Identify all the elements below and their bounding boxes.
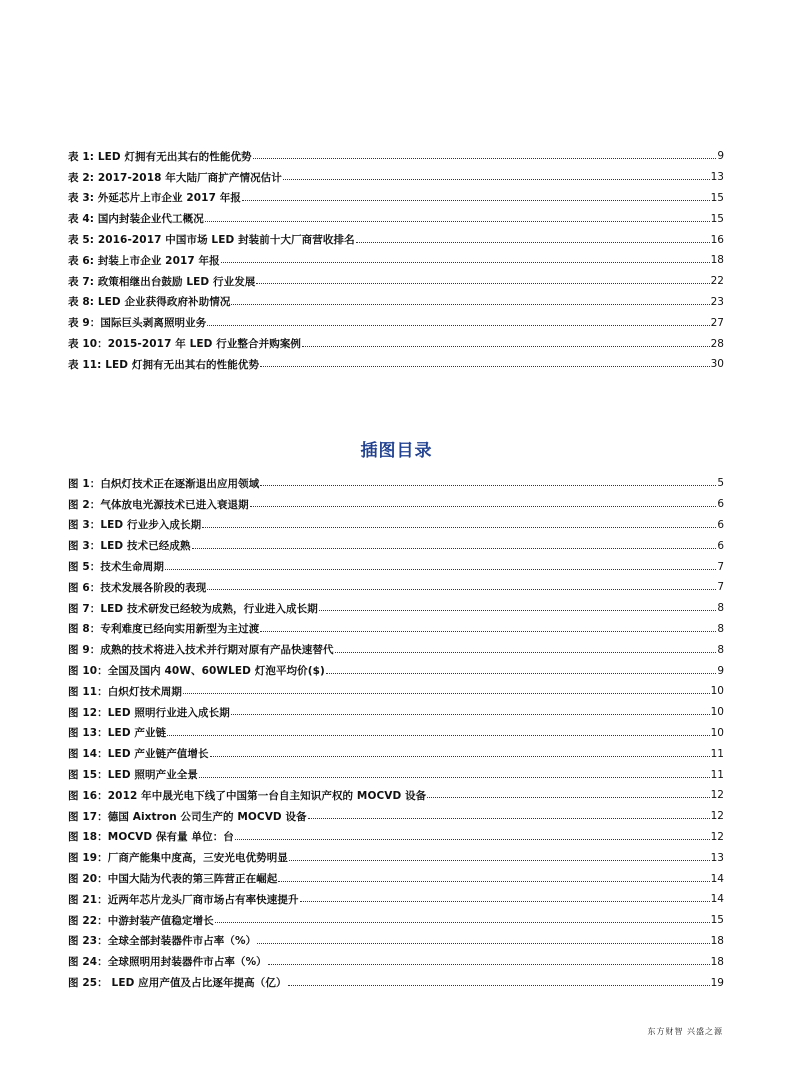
dot-leader bbox=[242, 200, 710, 201]
toc-entry-label: 图 17：德国 Aixtron 公司生产的 MOCVD 设备 bbox=[68, 810, 307, 823]
toc-entry-page-number: 12 bbox=[710, 789, 724, 802]
toc-entry-label: 图 9：成熟的技术将进入技术并行期对原有产品快速替代 bbox=[68, 644, 334, 657]
dot-leader bbox=[215, 922, 710, 923]
toc-entry-page-number: 12 bbox=[710, 830, 724, 843]
toc-entry-label: 图 25： LED 应用产值及占比逐年提高（亿） bbox=[68, 977, 287, 990]
toc-entry-page-number: 12 bbox=[710, 810, 724, 823]
toc-entry-page-number: 5 bbox=[717, 477, 724, 490]
toc-entry-page-number: 22 bbox=[710, 275, 724, 288]
toc-entry-page-number: 8 bbox=[717, 643, 724, 656]
toc-entry[interactable] bbox=[68, 333, 724, 354]
toc-entry-page-number: 13 bbox=[710, 171, 724, 184]
toc-entry[interactable] bbox=[68, 702, 724, 723]
dot-leader bbox=[260, 485, 716, 486]
toc-entry[interactable] bbox=[68, 292, 724, 313]
dot-leader bbox=[165, 569, 716, 570]
toc-entry[interactable] bbox=[68, 619, 724, 640]
toc-entry[interactable] bbox=[68, 167, 724, 188]
toc-entry-label: 图 14：LED 产业链产值增长 bbox=[68, 748, 209, 761]
toc-entry-label: 图 5：技术生命周期 bbox=[68, 561, 164, 574]
dot-leader bbox=[335, 652, 717, 653]
toc-entry-page-number: 15 bbox=[710, 914, 724, 927]
toc-entry-label: 图 16：2012 年中晟光电下线了中国第一台自主知识产权的 MOCVD 设备 bbox=[68, 789, 427, 802]
toc-entry-page-number: 7 bbox=[717, 560, 724, 573]
toc-entry[interactable] bbox=[68, 827, 724, 848]
toc-entry[interactable] bbox=[68, 847, 724, 868]
toc-entry[interactable] bbox=[68, 931, 724, 952]
toc-entry-label: 表 5: 2016-2017 中国市场 LED 封装前十大厂商营收排名 bbox=[68, 234, 355, 247]
dot-leader bbox=[183, 693, 710, 694]
toc-entry-label: 表 4: 国内封装企业代工概况 bbox=[68, 213, 204, 226]
dot-leader bbox=[235, 839, 710, 840]
toc-entry-label: 表 11: LED 灯拥有无出其右的性能优势 bbox=[68, 358, 260, 371]
figures-toc-title: 插图目录 bbox=[360, 441, 433, 461]
toc-entry-page-number: 6 bbox=[717, 518, 724, 531]
toc-entry-page-number: 27 bbox=[710, 316, 724, 329]
toc-entry[interactable] bbox=[68, 806, 724, 827]
dot-leader bbox=[260, 631, 716, 632]
toc-entry-label: 图 2：气体放电光源技术已进入衰退期 bbox=[68, 498, 249, 511]
toc-entry-page-number: 8 bbox=[717, 622, 724, 635]
dot-leader bbox=[205, 221, 710, 222]
toc-entry[interactable] bbox=[68, 250, 724, 271]
toc-entry-label: 图 6：技术发展各阶段的表现 bbox=[68, 581, 207, 594]
toc-entry-page-number: 16 bbox=[710, 233, 724, 246]
dot-leader bbox=[253, 158, 717, 159]
toc-entry[interactable] bbox=[68, 598, 724, 619]
toc-entry-label: 图 3：LED 行业步入成长期 bbox=[68, 519, 202, 532]
toc-entry[interactable] bbox=[68, 271, 724, 292]
toc-entry-page-number: 18 bbox=[710, 955, 724, 968]
toc-entry[interactable] bbox=[68, 660, 724, 681]
toc-entry-label: 表 3: 外延芯片上市企业 2017 年报 bbox=[68, 192, 241, 205]
toc-entry-page-number: 6 bbox=[717, 539, 724, 552]
toc-entry-page-number: 11 bbox=[710, 747, 724, 760]
toc-entry[interactable] bbox=[68, 723, 724, 744]
toc-entry-label: 表 2: 2017-2018 年大陆厂商扩产情况估计 bbox=[68, 171, 282, 184]
toc-entry-page-number: 15 bbox=[710, 212, 724, 225]
toc-entry-label: 图 13：LED 产业链 bbox=[68, 727, 167, 740]
dot-leader bbox=[283, 179, 710, 180]
toc-entry-label: 图 12：LED 照明行业进入成长期 bbox=[68, 706, 230, 719]
toc-entry-label: 表 7: 政策相继出台鼓励 LED 行业发展 bbox=[68, 275, 256, 288]
toc-entry-page-number: 23 bbox=[710, 295, 724, 308]
dot-leader bbox=[319, 610, 717, 611]
toc-entry[interactable] bbox=[68, 743, 724, 764]
toc-entry-page-number: 28 bbox=[710, 337, 724, 350]
toc-entry[interactable] bbox=[68, 951, 724, 972]
dot-leader bbox=[207, 589, 716, 590]
dot-leader bbox=[427, 797, 709, 798]
toc-entry-label: 图 24：全球照明用封装器件市占率（%） bbox=[68, 956, 267, 969]
toc-entry-label: 表 10：2015-2017 年 LED 行业整合并购案例 bbox=[68, 338, 302, 351]
toc-entry-page-number: 19 bbox=[710, 976, 724, 989]
toc-entry-page-number: 7 bbox=[717, 581, 724, 594]
toc-entry-label: 表 6: 封装上市企业 2017 年报 bbox=[68, 254, 220, 267]
toc-entry-label: 图 3：LED 技术已经成熟 bbox=[68, 540, 191, 553]
toc-entry[interactable] bbox=[68, 515, 724, 536]
toc-entry-label: 图 15：LED 照明产业全景 bbox=[68, 769, 199, 782]
toc-entry-label: 图 18：MOCVD 保有量 单位：台 bbox=[68, 831, 234, 844]
toc-entry-label: 图 20：中国大陆为代表的第三阵营正在崛起 bbox=[68, 873, 278, 886]
toc-entry-label: 图 1：白炽灯技术正在逐渐退出应用领域 bbox=[68, 477, 260, 490]
toc-entry[interactable] bbox=[68, 577, 724, 598]
figures-toc bbox=[68, 473, 724, 993]
toc-entry-label: 图 21：近两年芯片龙头厂商市场占有率快速提升 bbox=[68, 893, 299, 906]
toc-entry-label: 图 11：白炽灯技术周期 bbox=[68, 685, 182, 698]
dot-leader bbox=[231, 304, 709, 305]
toc-entry-label: 图 23：全球全部封装器件市占率（%） bbox=[68, 935, 257, 948]
toc-entry-page-number: 9 bbox=[717, 664, 724, 677]
toc-entry[interactable] bbox=[68, 535, 724, 556]
toc-entry-label: 表 8: LED 企业获得政府补助情况 bbox=[68, 296, 231, 309]
toc-entry-page-number: 9 bbox=[717, 150, 724, 163]
toc-entry[interactable] bbox=[68, 910, 724, 931]
dot-leader bbox=[268, 964, 710, 965]
dot-leader bbox=[308, 818, 710, 819]
dot-leader bbox=[167, 735, 709, 736]
toc-entry-page-number: 13 bbox=[710, 851, 724, 864]
toc-entry[interactable] bbox=[68, 146, 724, 167]
dot-leader bbox=[300, 901, 710, 902]
toc-entry[interactable] bbox=[68, 785, 724, 806]
toc-entry-label: 图 19：厂商产能集中度高，三安光电优势明显 bbox=[68, 852, 288, 865]
dot-leader bbox=[250, 506, 717, 507]
toc-entry[interactable] bbox=[68, 972, 724, 993]
toc-entry[interactable] bbox=[68, 681, 724, 702]
toc-entry-page-number: 10 bbox=[710, 706, 724, 719]
toc-entry[interactable] bbox=[68, 312, 724, 333]
toc-entry-page-number: 30 bbox=[710, 358, 724, 371]
dot-leader bbox=[199, 777, 710, 778]
toc-entry[interactable] bbox=[68, 473, 724, 494]
toc-entry-page-number: 10 bbox=[710, 685, 724, 698]
toc-entry-page-number: 14 bbox=[710, 872, 724, 885]
dot-leader bbox=[302, 346, 710, 347]
footer-slogan: 东方财智 兴盛之源 bbox=[647, 1027, 723, 1036]
dot-leader bbox=[289, 860, 710, 861]
toc-entry[interactable] bbox=[68, 208, 724, 229]
toc-entry-label: 图 22：中游封装产值稳定增长 bbox=[68, 914, 214, 927]
dot-leader bbox=[221, 262, 710, 263]
toc-entry-label: 图 8：专利难度已经向实用新型为主过渡 bbox=[68, 623, 260, 636]
dot-leader bbox=[192, 548, 717, 549]
toc-entry[interactable] bbox=[68, 188, 724, 209]
toc-entry[interactable] bbox=[68, 639, 724, 660]
toc-entry-page-number: 18 bbox=[710, 934, 724, 947]
toc-entry[interactable] bbox=[68, 229, 724, 250]
dot-leader bbox=[210, 756, 710, 757]
toc-entry-page-number: 18 bbox=[710, 254, 724, 267]
dot-leader bbox=[356, 242, 710, 243]
toc-entry-page-number: 6 bbox=[717, 498, 724, 511]
toc-entry-page-number: 15 bbox=[710, 191, 724, 204]
dot-leader bbox=[202, 527, 716, 528]
dot-leader bbox=[231, 714, 710, 715]
toc-entry[interactable] bbox=[68, 889, 724, 910]
dot-leader bbox=[256, 283, 709, 284]
toc-entry-label: 图 7：LED 技术研发已经较为成熟，行业进入成长期 bbox=[68, 602, 318, 615]
toc-entry[interactable] bbox=[68, 354, 724, 375]
dot-leader bbox=[257, 943, 709, 944]
tables-toc bbox=[68, 146, 724, 375]
toc-entry-label: 表 1: LED 灯拥有无出其右的性能优势 bbox=[68, 150, 252, 163]
dot-leader bbox=[288, 985, 710, 986]
dot-leader bbox=[326, 673, 716, 674]
toc-entry[interactable] bbox=[68, 868, 724, 889]
dot-leader bbox=[207, 325, 709, 326]
toc-entry-label: 图 10：全国及国内 40W、60WLED 灯泡平均价($) bbox=[68, 665, 325, 678]
toc-entry-page-number: 14 bbox=[710, 893, 724, 906]
toc-entry-label: 表 9：国际巨头剥离照明业务 bbox=[68, 317, 207, 330]
dot-leader bbox=[260, 366, 710, 367]
toc-entry-page-number: 8 bbox=[717, 602, 724, 615]
toc-entry[interactable] bbox=[68, 494, 724, 515]
toc-entry[interactable] bbox=[68, 764, 724, 785]
toc-entry-page-number: 10 bbox=[710, 726, 724, 739]
toc-entry-page-number: 11 bbox=[710, 768, 724, 781]
toc-entry[interactable] bbox=[68, 556, 724, 577]
dot-leader bbox=[278, 881, 709, 882]
